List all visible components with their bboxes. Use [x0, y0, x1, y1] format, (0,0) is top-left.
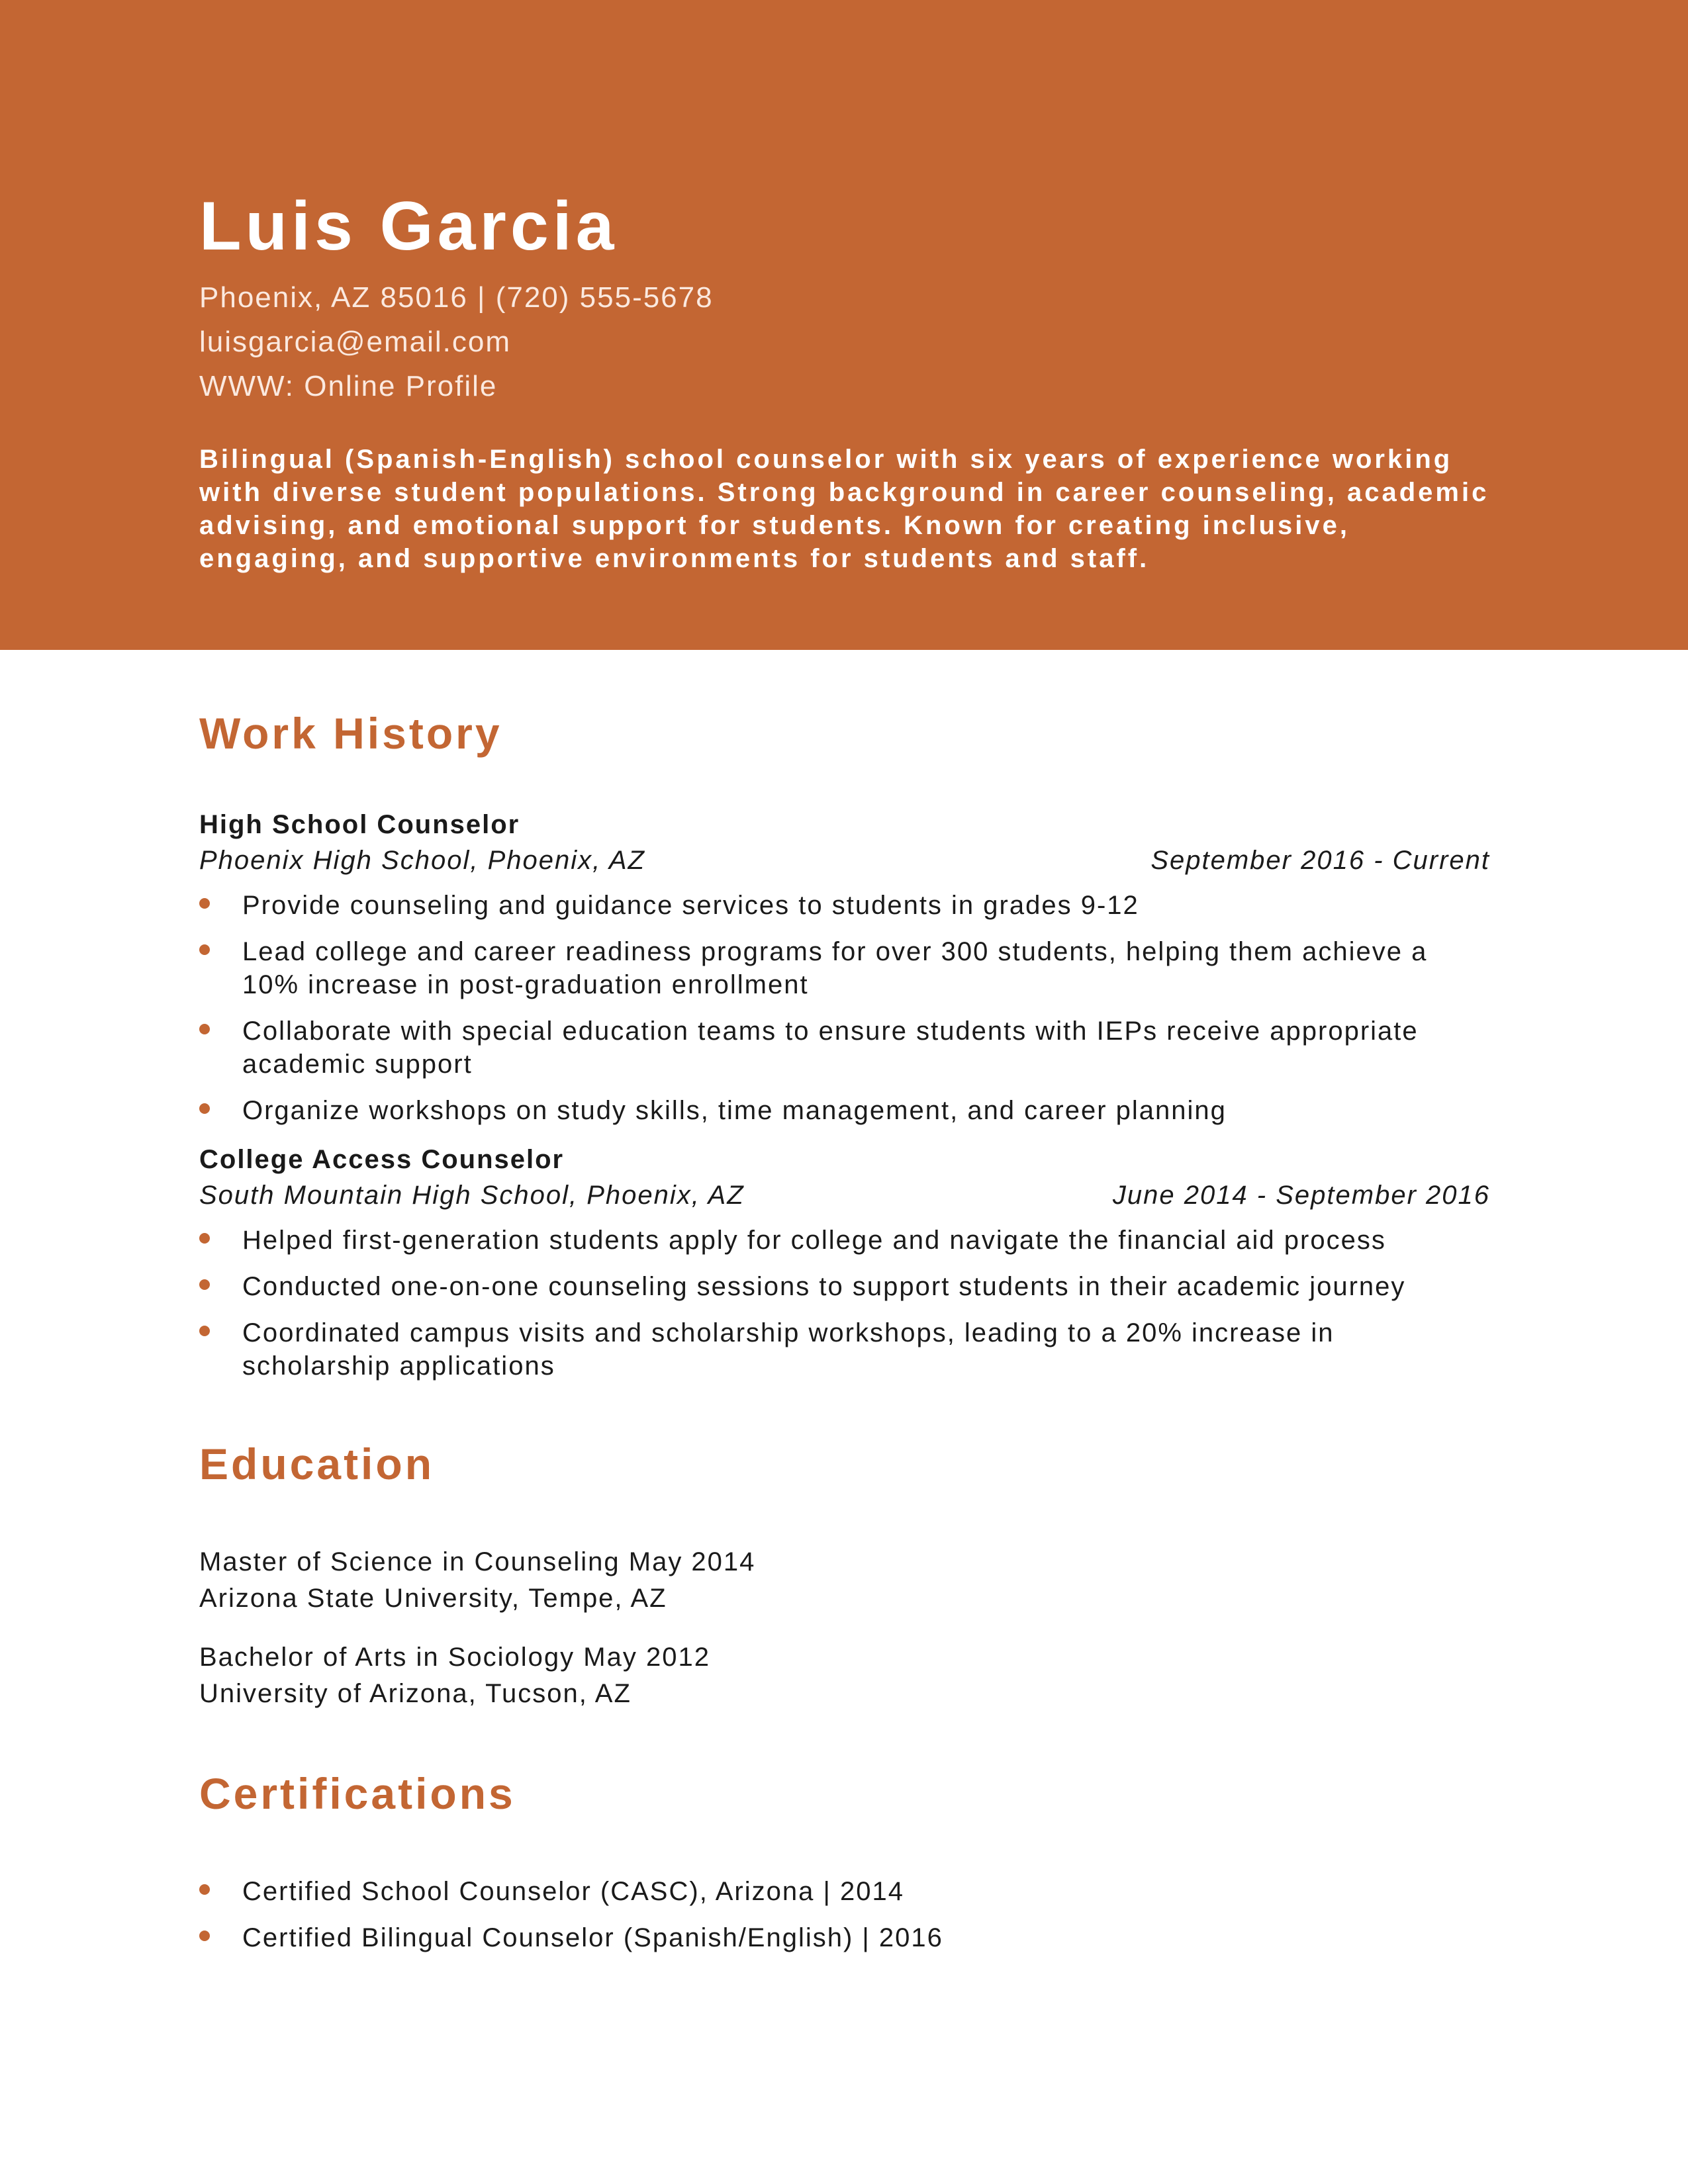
section-title-work-history: Work History: [199, 709, 502, 758]
address-phone: Phoenix, AZ 85016 | (720) 555-5678: [199, 281, 714, 314]
job-entry: [199, 808, 1490, 1127]
section-title-education: Education: [199, 1439, 435, 1488]
list-item: Conducted one-on-one counseling sessions to support students in their academic journey: [199, 1270, 1490, 1303]
list-item: Coordinated campus visits and scholarship workshops, leading to a 20% increase in scholarship applications: [199, 1316, 1490, 1383]
certifications-section: [199, 1769, 1490, 1954]
job-employer: Phoenix High School, Phoenix, AZ: [199, 846, 645, 875]
list-item: Collaborate with special education teams to ensure students with IEPs receive appropriate academic support: [199, 1015, 1490, 1081]
job-entry: [199, 1143, 1490, 1383]
list-item: Certified School Counselor (CASC), Arizona | 2014: [199, 1875, 1490, 1908]
job-dates: June 2014 - September 2016: [1112, 1181, 1490, 1210]
bullet-dot-icon: [199, 1884, 210, 1895]
section-title-certifications: Certifications: [199, 1769, 516, 1818]
education-entry: [199, 1544, 1490, 1617]
job-title: High School Counselor: [199, 810, 520, 839]
job-meta: [199, 1176, 1490, 1214]
list-item: Helped first-generation students apply for college and navigate the financial aid process: [199, 1224, 1490, 1257]
certification-list: [199, 1875, 1490, 1954]
job-dates: September 2016 - Current: [1150, 846, 1490, 875]
job-bullets: [199, 889, 1490, 1127]
website-link[interactable]: WWW: Online Profile: [199, 370, 498, 402]
list-item: Provide counseling and guidance services to students in grades 9-12: [199, 889, 1490, 922]
education-entry: [199, 1639, 1490, 1712]
school: Arizona State University, Tempe, AZ: [199, 1584, 667, 1613]
professional-summary: Bilingual (Spanish-English) school counselor with six years of experience working with diverse student populations. Strong background in career counseling, academic advising, and emotional support for students. Known for creating inclusive, engaging, and supportive environments for students and staff.: [199, 445, 1489, 573]
work-history-section: [199, 711, 1490, 1383]
degree: Bachelor of Arts in Sociology May 2012: [199, 1643, 710, 1672]
job-bullets: [199, 1224, 1490, 1383]
job-meta: [199, 841, 1490, 880]
bullet-dot-icon: [199, 1931, 210, 1941]
resume-header: [0, 0, 1688, 650]
school: University of Arizona, Tucson, AZ: [199, 1679, 632, 1708]
list-item: Lead college and career readiness programs for over 300 students, helping them achieve a 10% increase in post-graduation enrollment: [199, 935, 1490, 1001]
bullet-dot-icon: [199, 1103, 210, 1114]
bullet-dot-icon: [199, 1279, 210, 1290]
job-title: College Access Counselor: [199, 1145, 565, 1174]
bullet-dot-icon: [199, 1233, 210, 1244]
bullet-dot-icon: [199, 1024, 210, 1034]
email-link[interactable]: luisgarcia@email.com: [199, 326, 512, 358]
resume-body: [199, 711, 1490, 1968]
bullet-dot-icon: [199, 944, 210, 955]
list-item: Organize workshops on study skills, time management, and career planning: [199, 1094, 1490, 1127]
header-content: [199, 188, 1490, 575]
bullet-dot-icon: [199, 898, 210, 909]
contact-block: [199, 275, 1490, 408]
job-employer: South Mountain High School, Phoenix, AZ: [199, 1181, 745, 1210]
degree: Master of Science in Counseling May 2014: [199, 1547, 756, 1576]
candidate-name: Luis Garcia: [199, 188, 618, 265]
list-item: Certified Bilingual Counselor (Spanish/English) | 2016: [199, 1921, 1490, 1954]
education-section: [199, 1439, 1490, 1712]
bullet-dot-icon: [199, 1326, 210, 1336]
